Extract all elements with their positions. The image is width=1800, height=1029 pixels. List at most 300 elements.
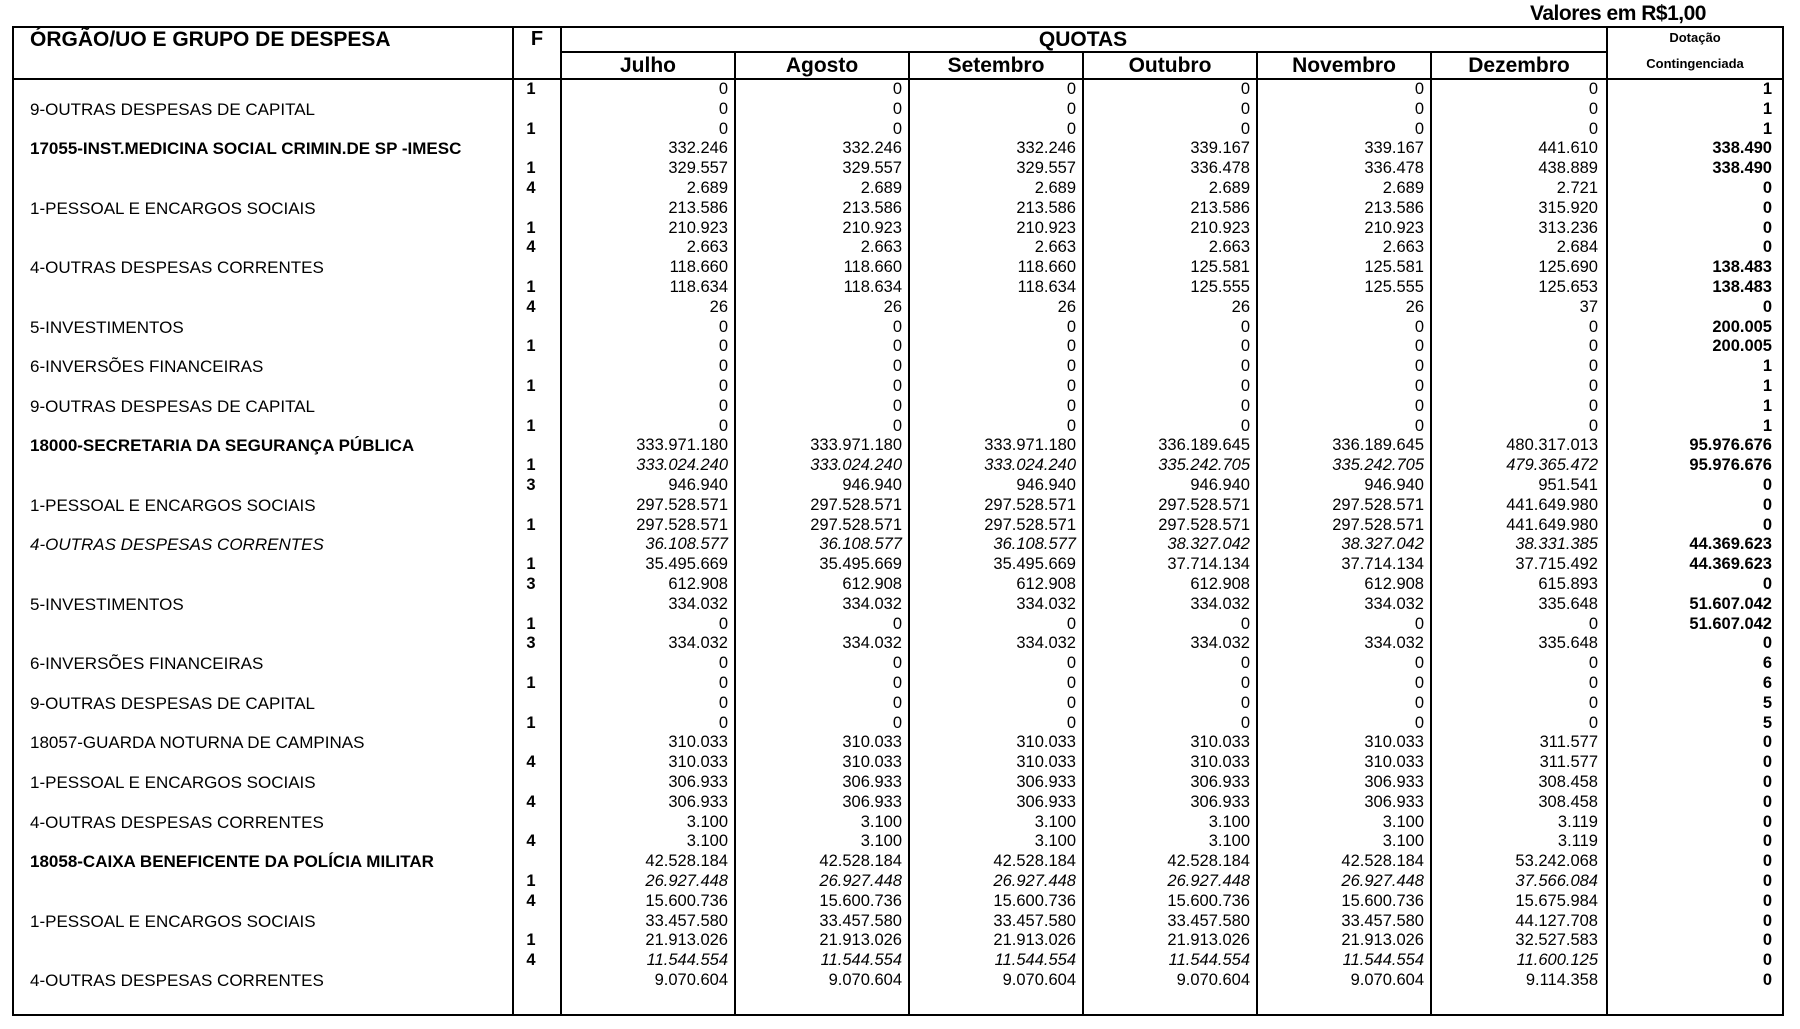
quota-value: 210.923 <box>1016 218 1076 237</box>
quota-value: 0 <box>1414 416 1424 435</box>
quota-value: 3.119 <box>1557 812 1598 831</box>
table-row <box>0 912 1800 931</box>
quota-value: 26.927.448 <box>819 872 902 890</box>
quota-value: 2.689 <box>686 179 728 197</box>
quota-value: 125.581 <box>1190 258 1250 277</box>
table-row <box>0 139 1800 158</box>
quota-value: 0 <box>1588 99 1598 118</box>
quota-value: 0 <box>1240 674 1250 692</box>
dotacao-value: 0 <box>1762 832 1772 851</box>
quota-value: 334.032 <box>668 634 728 653</box>
table-row <box>0 813 1800 832</box>
quota-value: 118.634 <box>669 278 728 296</box>
row-label: 9-OUTRAS DESPESAS DE CAPITAL <box>30 693 315 713</box>
quota-value: 0 <box>892 317 902 336</box>
quota-value: 0 <box>892 693 902 712</box>
quota-value: 0 <box>1066 377 1076 395</box>
table-row <box>0 872 1800 891</box>
quota-value: 0 <box>718 357 728 376</box>
quota-value: 0 <box>718 80 728 98</box>
dotacao-value: 0 <box>1762 812 1772 831</box>
dotacao-value: 0 <box>1762 911 1772 930</box>
dotacao-value: 0 <box>1762 971 1772 989</box>
dotacao-value: 338.490 <box>1712 139 1772 158</box>
source-code-cell: 3 <box>526 634 536 653</box>
quota-value: 15.600.736 <box>1167 891 1250 910</box>
dotacao-value: 0 <box>1762 179 1772 197</box>
dotacao-value: 138.483 <box>1712 258 1772 277</box>
source-code-cell: 1 <box>526 456 536 475</box>
quota-value: 37.566.084 <box>1515 872 1598 890</box>
quota-value: 0 <box>1066 654 1076 673</box>
quota-value: 213.586 <box>842 198 902 217</box>
quota-value: 612.908 <box>1364 575 1424 593</box>
quota-value: 441.649.980 <box>1506 495 1598 514</box>
quota-value: 3.100 <box>686 832 728 851</box>
month-header-agosto: Agosto <box>785 54 859 77</box>
table-row <box>0 496 1800 515</box>
quota-value: 42.528.184 <box>993 852 1076 871</box>
quota-value: 333.024.240 <box>810 456 902 475</box>
quota-value: 3.100 <box>1208 832 1250 851</box>
quota-value: 0 <box>718 693 728 712</box>
table-row <box>0 337 1800 356</box>
quota-value: 315.920 <box>1538 198 1598 217</box>
quota-value: 0 <box>1414 693 1424 712</box>
quota-value: 441.610 <box>1538 139 1598 158</box>
quota-value: 2.663 <box>1208 238 1250 257</box>
quota-value: 310.033 <box>1364 733 1424 752</box>
row-label: 18000-SECRETARIA DA SEGURANÇA PÚBLICA <box>30 436 415 456</box>
quota-value: 336.478 <box>1364 159 1424 178</box>
row-label: 4-OUTRAS DESPESAS CORRENTES <box>30 258 324 278</box>
quota-value: 334.032 <box>842 634 902 653</box>
table-row <box>0 179 1800 198</box>
table-row <box>0 555 1800 574</box>
source-code-cell: 4 <box>526 832 536 851</box>
quota-value: 0 <box>892 614 902 633</box>
table-row <box>0 377 1800 396</box>
table-row <box>0 318 1800 337</box>
dotacao-value: 138.483 <box>1712 278 1772 296</box>
source-code-cell: 1 <box>526 218 536 237</box>
quota-value: 2.689 <box>860 179 902 197</box>
month-header-setembro: Setembro <box>947 54 1045 77</box>
quota-value: 0 <box>718 396 728 415</box>
quota-value: 0 <box>1066 693 1076 712</box>
quota-value: 26.927.448 <box>993 872 1076 890</box>
quota-value: 0 <box>892 654 902 673</box>
quota-value: 26 <box>1231 297 1250 316</box>
dotacao-value: 0 <box>1762 297 1772 316</box>
quota-value: 33.457.580 <box>1341 911 1424 930</box>
quota-value: 612.908 <box>1190 575 1250 593</box>
quota-value: 9.070.604 <box>1176 971 1250 989</box>
quota-value: 37.714.134 <box>1167 555 1250 574</box>
table-row <box>0 575 1800 594</box>
row-label: 9-OUTRAS DESPESAS DE CAPITAL <box>30 396 315 416</box>
quota-value: 0 <box>1240 80 1250 98</box>
quota-value: 0 <box>892 119 902 138</box>
quota-value: 333.024.240 <box>636 456 728 475</box>
quota-value: 210.923 <box>1190 218 1250 237</box>
quota-value: 297.528.571 <box>1158 515 1250 534</box>
table-row <box>0 931 1800 950</box>
dotacao-value: 6 <box>1762 654 1772 673</box>
source-code-cell: 1 <box>526 515 536 534</box>
quota-value: 0 <box>1414 654 1424 673</box>
quota-value: 33.457.580 <box>645 911 728 930</box>
quota-value: 2.663 <box>860 238 902 257</box>
quota-value: 0 <box>892 416 902 435</box>
quota-value: 0 <box>718 416 728 435</box>
quota-value: 0 <box>1240 693 1250 712</box>
row-label: 6-INVERSÕES FINANCEIRAS <box>30 654 264 674</box>
dotacao-value: 1 <box>1762 99 1772 118</box>
dotacao-value: 1 <box>1762 396 1772 415</box>
quota-value: 0 <box>1240 317 1250 336</box>
table-row <box>0 535 1800 554</box>
quota-value: 310.033 <box>842 733 902 752</box>
dotacao-value: 0 <box>1762 931 1772 950</box>
dotacao-value: 0 <box>1762 495 1772 514</box>
dotacao-value: 0 <box>1762 951 1772 970</box>
quota-value: 0 <box>1066 357 1076 376</box>
row-label: 1-PESSOAL E ENCARGOS SOCIAIS <box>30 198 316 218</box>
quota-value: 951.541 <box>1538 476 1598 494</box>
quota-value: 26 <box>883 297 902 316</box>
quota-value: 33.457.580 <box>993 911 1076 930</box>
quota-value: 306.933 <box>1364 773 1424 791</box>
quota-value: 37.714.134 <box>1341 555 1424 574</box>
quota-value: 0 <box>892 713 902 732</box>
quota-value: 38.331.385 <box>1515 535 1598 554</box>
quota-value: 0 <box>1240 416 1250 435</box>
source-code-cell: 4 <box>526 792 536 811</box>
quota-value: 333.971.180 <box>636 436 728 455</box>
quota-value: 210.923 <box>842 218 902 237</box>
quota-value: 0 <box>1066 713 1076 732</box>
quota-value: 0 <box>1066 317 1076 336</box>
row-label: 4-OUTRAS DESPESAS CORRENTES <box>30 971 324 990</box>
quota-value: 15.600.736 <box>993 891 1076 910</box>
quota-value: 310.033 <box>842 753 902 772</box>
source-code-cell: 1 <box>526 555 536 574</box>
quota-value: 0 <box>718 377 728 395</box>
dotacao-value: 51.607.042 <box>1689 594 1772 613</box>
quota-value: 306.933 <box>842 773 902 791</box>
quota-value: 0 <box>1240 119 1250 138</box>
quota-value: 3.100 <box>1034 812 1076 831</box>
quota-value: 0 <box>1414 614 1424 633</box>
dotacao-value: 200.005 <box>1712 317 1772 336</box>
quota-value: 0 <box>1414 713 1424 732</box>
quota-value: 0 <box>892 99 902 118</box>
quota-value: 310.033 <box>1364 753 1424 772</box>
quota-value: 2.663 <box>686 238 728 257</box>
quota-value: 0 <box>892 674 902 692</box>
quota-value: 306.933 <box>1016 792 1076 811</box>
source-code-cell: 1 <box>526 337 536 356</box>
quota-value: 53.242.068 <box>1515 852 1598 871</box>
quota-value: 0 <box>1414 357 1424 376</box>
source-code-cell: 1 <box>526 278 536 296</box>
quota-value: 9.070.604 <box>654 971 728 989</box>
quota-value: 297.528.571 <box>984 495 1076 514</box>
quota-value: 15.600.736 <box>819 891 902 910</box>
quota-value: 2.721 <box>1556 179 1598 197</box>
row-label: 4-OUTRAS DESPESAS CORRENTES <box>30 535 324 555</box>
table-row <box>0 793 1800 812</box>
quota-value: 2.689 <box>1034 179 1076 197</box>
table-row <box>0 199 1800 218</box>
table-row <box>0 733 1800 752</box>
quota-value: 3.100 <box>1382 812 1424 831</box>
table-row <box>0 634 1800 653</box>
table-row <box>0 357 1800 376</box>
quota-value: 11.544.554 <box>646 951 728 970</box>
dotacao-value: 0 <box>1762 218 1772 237</box>
quota-value: 946.940 <box>668 476 728 494</box>
row-label: 1-PESSOAL E ENCARGOS SOCIAIS <box>30 911 316 931</box>
quota-value: 0 <box>1066 416 1076 435</box>
table-row <box>0 832 1800 851</box>
quota-value: 21.913.026 <box>1167 931 1250 950</box>
source-code-cell: 4 <box>526 951 536 970</box>
quota-value: 310.033 <box>1190 753 1250 772</box>
quota-value: 335.242.705 <box>1158 456 1250 475</box>
quota-value: 0 <box>892 396 902 415</box>
quota-value: 210.923 <box>668 218 728 237</box>
source-code-cell: 1 <box>526 674 536 692</box>
quota-value: 0 <box>1240 99 1250 118</box>
row-label: 17055-INST.MEDICINA SOCIAL CRIMIN.DE SP -IMESC <box>30 139 462 159</box>
quota-value: 36.108.577 <box>819 535 902 554</box>
quota-value: 308.458 <box>1538 773 1598 791</box>
source-code-cell: 4 <box>526 179 536 197</box>
quota-value: 0 <box>718 674 728 692</box>
quota-value: 297.528.571 <box>636 495 728 514</box>
quota-value: 335.242.705 <box>1332 456 1424 475</box>
quota-value: 37 <box>1579 297 1598 316</box>
quota-value: 0 <box>1066 80 1076 98</box>
quota-value: 32.527.583 <box>1515 931 1598 950</box>
quota-value: 297.528.571 <box>810 515 902 534</box>
quota-value: 0 <box>1414 99 1424 118</box>
row-label: 4-OUTRAS DESPESAS CORRENTES <box>30 812 324 832</box>
quota-value: 334.032 <box>842 594 902 613</box>
table-row <box>0 456 1800 475</box>
quota-value: 334.032 <box>1190 594 1250 613</box>
quota-value: 480.317.013 <box>1506 436 1598 455</box>
quota-value: 35.495.669 <box>645 555 728 574</box>
row-label: 5-INVESTIMENTOS <box>30 317 184 337</box>
quota-value: 11.600.125 <box>1516 951 1598 970</box>
dotacao-value: 5 <box>1762 693 1772 712</box>
quota-value: 297.528.571 <box>1158 495 1250 514</box>
quota-value: 36.108.577 <box>645 535 728 554</box>
quota-value: 118.634 <box>843 278 902 296</box>
quota-value: 210.923 <box>1364 218 1424 237</box>
quota-value: 42.528.184 <box>1341 852 1424 871</box>
quota-value: 310.033 <box>1016 753 1076 772</box>
row-label: 6-INVERSÕES FINANCEIRAS <box>30 357 264 377</box>
row-label: 18058-CAIXA BENEFICENTE DA POLÍCIA MILITAR <box>30 852 434 872</box>
dotacao-value: 0 <box>1762 891 1772 910</box>
quota-value: 33.457.580 <box>819 911 902 930</box>
dotacao-value: 1 <box>1762 377 1772 395</box>
quota-value: 125.581 <box>1364 258 1424 277</box>
source-code-cell: 1 <box>526 159 536 178</box>
quota-value: 0 <box>1588 674 1598 692</box>
dotacao-value: 200.005 <box>1712 337 1772 356</box>
dotacao-value: 95.976.676 <box>1689 456 1772 475</box>
quota-value: 615.893 <box>1538 575 1598 593</box>
quota-value: 0 <box>1414 317 1424 336</box>
month-header-dezembro: Dezembro <box>1468 54 1570 77</box>
quota-value: 306.933 <box>668 792 728 811</box>
quota-value: 213.586 <box>1364 198 1424 217</box>
dotacao-value: 0 <box>1762 753 1772 772</box>
source-code-cell: 1 <box>526 119 536 138</box>
quota-value: 946.940 <box>1364 476 1424 494</box>
quota-value: 2.684 <box>1556 238 1598 257</box>
quotas-header: QUOTAS <box>1038 28 1128 51</box>
quota-value: 26.927.448 <box>1167 872 1250 890</box>
quota-value: 0 <box>892 337 902 356</box>
table-row <box>0 951 1800 970</box>
quota-value: 0 <box>1240 713 1250 732</box>
quota-value: 213.586 <box>1190 198 1250 217</box>
quota-value: 2.689 <box>1208 179 1250 197</box>
source-code-cell: 1 <box>526 80 536 98</box>
quota-value: 118.660 <box>669 258 728 277</box>
quota-value: 334.032 <box>1364 594 1424 613</box>
table-row <box>0 238 1800 257</box>
quota-value: 0 <box>1588 80 1598 98</box>
quota-value: 946.940 <box>842 476 902 494</box>
table-row <box>0 753 1800 772</box>
quota-value: 310.033 <box>668 733 728 752</box>
quota-value: 21.913.026 <box>819 931 902 950</box>
quota-value: 3.100 <box>860 832 902 851</box>
quota-value: 125.555 <box>1364 278 1424 296</box>
dotacao-value: 1 <box>1762 119 1772 138</box>
quota-value: 118.660 <box>843 258 902 277</box>
quota-value: 11.544.554 <box>994 951 1076 970</box>
quota-value: 0 <box>892 377 902 395</box>
quota-value: 37.715.492 <box>1515 555 1598 574</box>
dotacao-value: 1 <box>1762 357 1772 376</box>
quota-value: 438.889 <box>1538 159 1598 178</box>
quota-value: 21.913.026 <box>645 931 728 950</box>
quota-value: 336.478 <box>1190 159 1250 178</box>
quota-value: 2.663 <box>1034 238 1076 257</box>
quota-value: 334.032 <box>1190 634 1250 653</box>
quota-value: 334.032 <box>1016 634 1076 653</box>
quota-value: 0 <box>1066 614 1076 633</box>
source-code-cell: 3 <box>526 476 536 494</box>
quota-value: 0 <box>718 614 728 633</box>
quota-value: 118.660 <box>1017 258 1076 277</box>
f-header: F <box>530 28 544 50</box>
table-row <box>0 298 1800 317</box>
quota-value: 15.675.984 <box>1515 891 1598 910</box>
dotacao-value: 0 <box>1762 198 1772 217</box>
quota-value: 0 <box>1414 80 1424 98</box>
unit-note: Valores em R$1,00 <box>1530 2 1706 25</box>
source-code-cell: 3 <box>526 575 536 593</box>
row-label: 5-INVESTIMENTOS <box>30 594 184 614</box>
quota-value: 334.032 <box>1364 634 1424 653</box>
dotacao-value: 0 <box>1762 238 1772 257</box>
quota-value: 339.167 <box>1190 139 1250 158</box>
quota-value: 297.528.571 <box>810 495 902 514</box>
quota-value: 0 <box>1588 396 1598 415</box>
quota-value: 38.327.042 <box>1167 535 1250 554</box>
quota-value: 0 <box>1414 119 1424 138</box>
quota-value: 3.100 <box>1382 832 1424 851</box>
quota-value: 0 <box>718 317 728 336</box>
quota-value: 311.577 <box>1539 733 1598 752</box>
quota-value: 306.933 <box>1190 773 1250 791</box>
source-code-cell: 1 <box>526 377 536 395</box>
table-row <box>0 80 1800 99</box>
quota-value: 334.032 <box>1016 594 1076 613</box>
quota-value: 35.495.669 <box>993 555 1076 574</box>
quota-value: 332.246 <box>842 139 902 158</box>
quota-value: 26.927.448 <box>1341 872 1424 890</box>
dotacao-value: 0 <box>1762 792 1772 811</box>
quota-value: 9.070.604 <box>1350 971 1424 989</box>
quota-value: 310.033 <box>668 753 728 772</box>
quota-value: 0 <box>1588 357 1598 376</box>
quota-value: 297.528.571 <box>1332 495 1424 514</box>
quota-value: 329.557 <box>1016 159 1076 178</box>
quota-value: 0 <box>1588 119 1598 138</box>
table-row <box>0 120 1800 139</box>
quota-value: 310.033 <box>1016 733 1076 752</box>
table-row <box>0 714 1800 733</box>
quota-value: 213.586 <box>668 198 728 217</box>
quota-value: 308.458 <box>1538 792 1598 811</box>
quota-value: 297.528.571 <box>1332 515 1424 534</box>
quota-value: 125.690 <box>1538 258 1598 277</box>
quota-value: 0 <box>1240 357 1250 376</box>
quota-value: 9.070.604 <box>828 971 902 989</box>
dotacao-header-line2: Contingenciada <box>1646 56 1744 71</box>
quota-value: 118.634 <box>1017 278 1076 296</box>
quota-value: 33.457.580 <box>1167 911 1250 930</box>
quota-value: 0 <box>1588 377 1598 395</box>
quota-value: 0 <box>1066 337 1076 356</box>
quota-value: 0 <box>718 119 728 138</box>
quota-value: 0 <box>892 80 902 98</box>
quota-value: 335.648 <box>1538 634 1598 653</box>
dotacao-value: 44.369.623 <box>1689 555 1772 574</box>
dotacao-header-line1: Dotação <box>1669 30 1721 45</box>
source-code-cell: 4 <box>526 297 536 316</box>
quota-value: 479.365.472 <box>1506 456 1598 475</box>
quota-value: 0 <box>718 99 728 118</box>
source-code-cell: 1 <box>526 614 536 633</box>
dotacao-value: 6 <box>1762 674 1772 692</box>
month-header-outubro: Outubro <box>1128 54 1212 77</box>
table-row <box>0 219 1800 238</box>
source-code-cell: 4 <box>526 891 536 910</box>
quota-value: 2.689 <box>1382 179 1424 197</box>
table-row <box>0 278 1800 297</box>
